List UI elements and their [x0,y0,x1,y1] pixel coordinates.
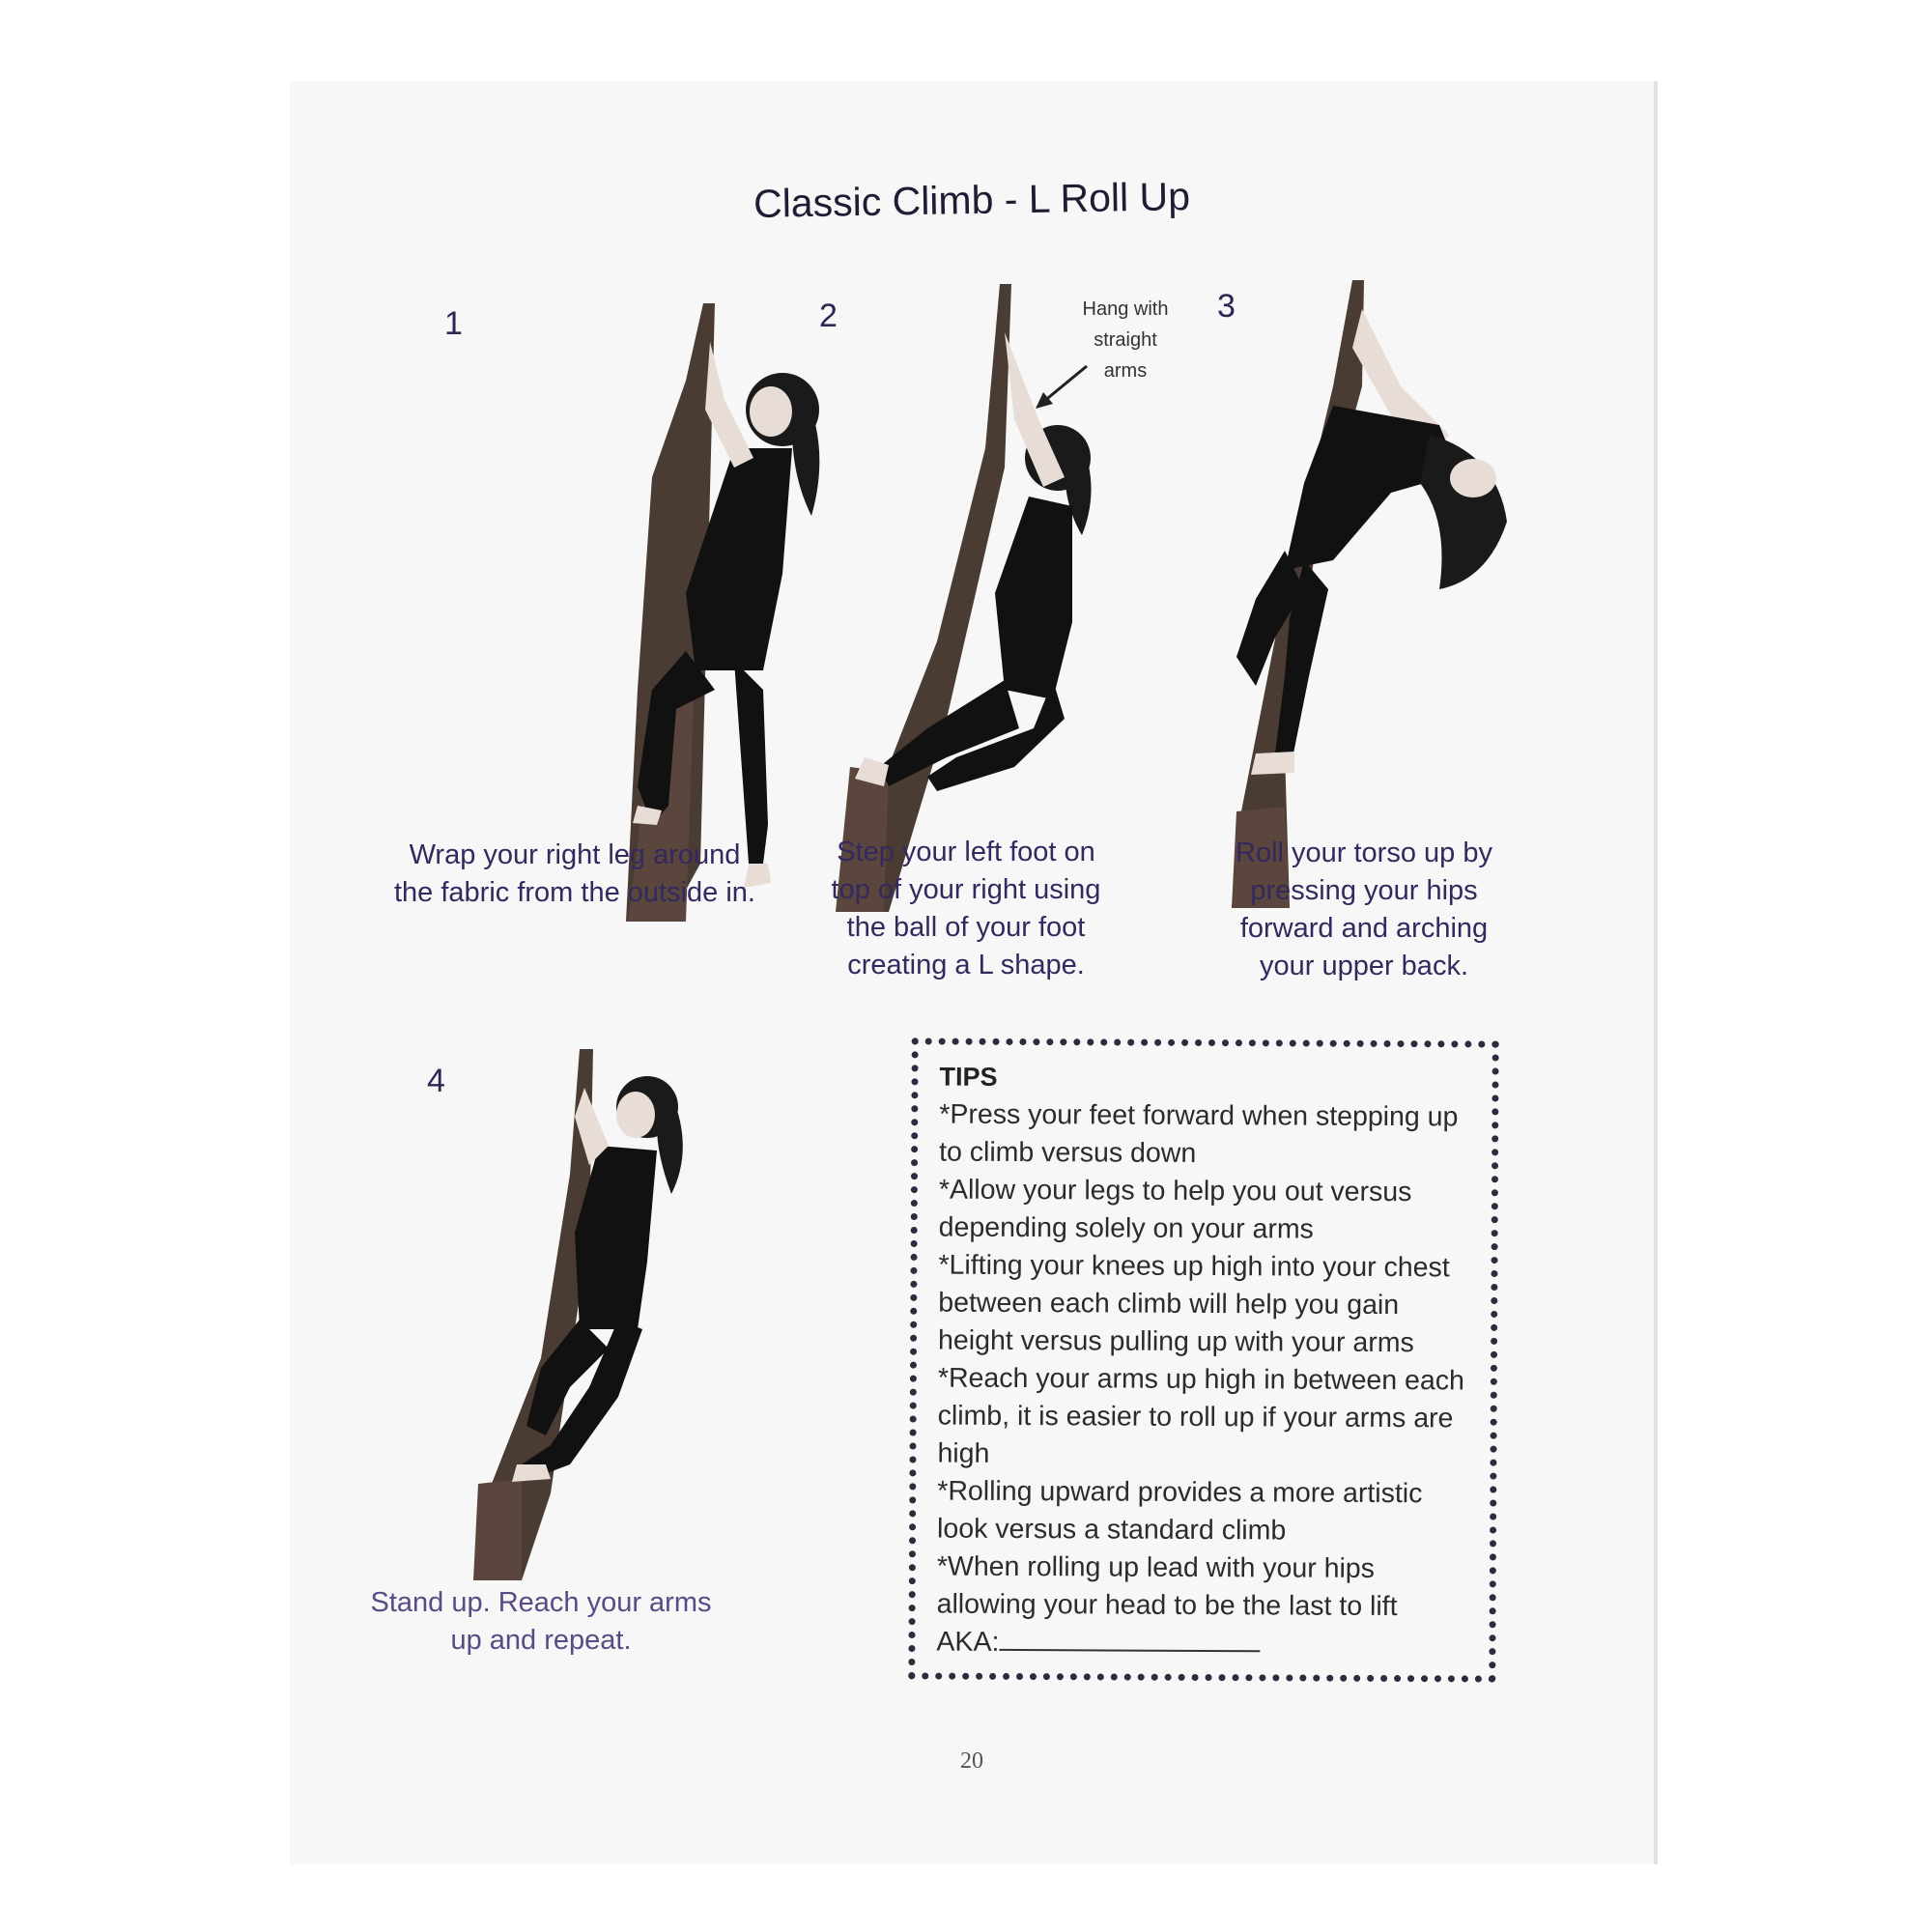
step-4-caption [357,1584,724,1660]
tips-line: *Reach your arms up high in between each [937,1362,1464,1397]
caption-line: up and repeat. [450,1625,632,1656]
tips-line: high [937,1437,990,1469]
caption-line: Step your left foot on [837,837,1095,867]
tips-line: allowing your head to be the last to lift [936,1588,1398,1623]
annotation-line: arms [1103,360,1148,382]
tips-line: climb, it is easier to roll up if your arms are [937,1400,1454,1435]
caption-line: Wrap your right leg around [409,839,741,870]
annotation-line: Hang with [1082,298,1169,320]
step-4-number: 4 [427,1063,445,1099]
caption-line: the ball of your foot [846,912,1086,943]
tips-box [908,1037,1498,1682]
step-2-caption [816,834,1116,984]
page-number: 20 [960,1748,983,1774]
caption-line: the fabric from the outside in. [394,877,755,908]
caption-line: Roll your torso up by [1236,838,1492,868]
aka-line [936,1624,1467,1664]
step-3-illustration [1217,270,1546,918]
caption-line: Stand up. Reach your arms [370,1587,712,1618]
step-1-number: 1 [444,305,463,342]
tips-line: *Allow your legs to help you out versus [938,1174,1412,1208]
tips-line: look versus a standard climb [936,1513,1287,1547]
caption-line: your upper back. [1259,951,1468,981]
annotation-line: straight [1094,329,1157,351]
tips-line: height versus pulling up with your arms [938,1324,1414,1359]
tips-line: to climb versus down [939,1136,1197,1169]
tips-line: between each climb will help you gain [938,1287,1400,1321]
caption-line: pressing your hips [1250,875,1478,906]
caption-line: forward and arching [1239,913,1489,944]
aka-label: AKA: [936,1626,1000,1658]
aka-blank [999,1624,1260,1652]
tips-line: *When rolling up lead with your hips [936,1550,1376,1584]
step-2-number: 2 [819,298,838,334]
step-1-caption [372,837,778,912]
step-1-illustration [444,284,850,922]
step-3-caption [1205,835,1523,985]
tips-line: depending solely on your arms [938,1211,1314,1245]
tips-line: *Rolling upward provides a more artistic [937,1475,1423,1510]
page-title: Classic Climb - L Roll Up [753,174,1191,226]
tips-line: *Lifting your knees up high into your chest [938,1249,1450,1284]
step-3-number: 3 [1217,288,1236,325]
caption-line: creating a L shape. [847,950,1085,980]
book-page [290,81,1654,1864]
caption-line: top of your right using [831,874,1101,905]
step-4-illustration [464,1039,753,1580]
tips-heading: TIPS [939,1062,998,1092]
tips-line: *Press your feet forward when stepping up [939,1098,1459,1133]
arrow-icon [1034,363,1092,412]
